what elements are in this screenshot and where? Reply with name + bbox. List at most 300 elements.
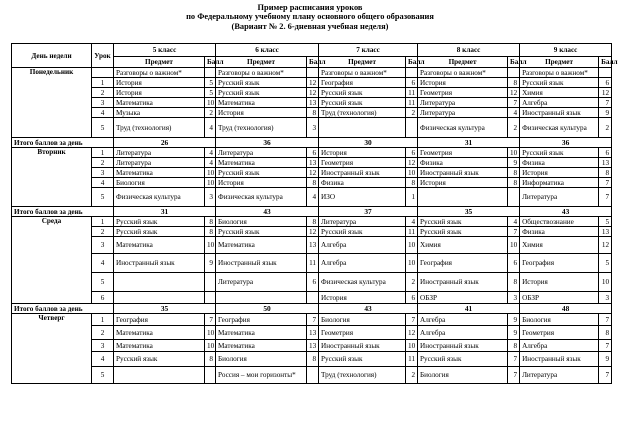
title-line-2: по Федеральному учебному плану основного общего образования (186, 12, 434, 22)
subject-cell: Математика (216, 326, 307, 340)
subject-cell: Русский язык (319, 98, 406, 108)
subject-cell: Химия (418, 237, 508, 254)
subject-cell: Математика (216, 158, 307, 168)
points-cell: 10 (205, 98, 216, 108)
header-points: Балл (599, 57, 612, 68)
points-cell: 6 (508, 254, 520, 273)
subject-cell: Литература (418, 108, 508, 118)
lesson-number: 4 (92, 352, 114, 367)
subject-cell: Биология (418, 367, 508, 384)
points-cell: 7 (508, 98, 520, 108)
points-cell (406, 118, 418, 138)
points-cell: 13 (307, 326, 319, 340)
schedule-row (12, 108, 612, 118)
points-cell: 7 (599, 188, 612, 207)
day-total-row (12, 207, 612, 217)
subject-cell: История (216, 178, 307, 188)
schedule-row (12, 340, 612, 352)
subject-cell: Труд (технология) (319, 108, 406, 118)
points-cell: 5 (205, 78, 216, 88)
points-cell: 8 (205, 352, 216, 367)
subject-cell: География (520, 254, 599, 273)
points-cell: 9 (508, 314, 520, 326)
points-cell: 12 (307, 88, 319, 98)
schedule-row (12, 148, 612, 158)
points-cell: 12 (307, 168, 319, 178)
header-grade-5: 5 класс (114, 44, 216, 57)
subject-cell: Физика (319, 178, 406, 188)
day-total-value: 31 (114, 207, 216, 217)
points-cell: 7 (599, 98, 612, 108)
points-cell: 11 (406, 98, 418, 108)
subject-cell: История (520, 168, 599, 178)
subject-cell: История (418, 178, 508, 188)
points-cell: 9 (599, 108, 612, 118)
subject-cell: Математика (114, 168, 205, 178)
day-total-value: 35 (114, 304, 216, 314)
points-cell: 8 (599, 168, 612, 178)
subject-cell: Разговоры о важном* (418, 68, 508, 78)
points-cell (508, 188, 520, 207)
day-total-label: Итого баллов за день (12, 138, 114, 148)
subject-cell: Русский язык (114, 227, 205, 237)
points-cell: 12 (599, 88, 612, 98)
lesson-number: 2 (92, 88, 114, 98)
points-cell: 6 (307, 148, 319, 158)
schedule-row (12, 118, 612, 138)
subject-cell (319, 118, 406, 138)
subject-cell: ОБЗР (520, 292, 599, 304)
subject-cell: Химия (520, 237, 599, 254)
points-cell: 10 (508, 237, 520, 254)
subject-cell: Математика (216, 237, 307, 254)
points-cell: 13 (307, 340, 319, 352)
day-total-value: 35 (418, 207, 520, 217)
points-cell: 3 (508, 292, 520, 304)
header-points: Балл (205, 57, 216, 68)
points-cell: 4 (205, 158, 216, 168)
subject-cell: Физическая культура (319, 273, 406, 292)
subject-cell: Русский язык (216, 78, 307, 88)
points-cell: 9 (508, 326, 520, 340)
schedule-row (12, 178, 612, 188)
header-row-grades (12, 44, 612, 57)
subject-cell: Химия (520, 88, 599, 98)
points-cell: 5 (599, 254, 612, 273)
document-title (0, 0, 620, 31)
day-total-row (12, 304, 612, 314)
points-cell: 4 (205, 118, 216, 138)
subject-cell: Русский язык (319, 352, 406, 367)
header-grade-9: 9 класс (520, 44, 612, 57)
subject-cell: Русский язык (319, 227, 406, 237)
subject-cell: История (114, 88, 205, 98)
schedule-row (12, 168, 612, 178)
lesson-number: 6 (92, 292, 114, 304)
subject-cell: Труд (технология) (114, 118, 205, 138)
subject-cell: География (319, 78, 406, 88)
subject-cell: Алгебра (319, 237, 406, 254)
subject-cell: Разговоры о важном* (114, 68, 205, 78)
subject-cell: География (114, 314, 205, 326)
lesson-number: 4 (92, 178, 114, 188)
subject-cell: Математика (114, 237, 205, 254)
points-cell: 2 (406, 273, 418, 292)
subject-cell: Физическая культура (520, 118, 599, 138)
points-cell: 13 (307, 98, 319, 108)
points-cell: 12 (599, 237, 612, 254)
schedule-row (12, 188, 612, 207)
schedule-row (12, 292, 612, 304)
day-total-value: 36 (216, 138, 319, 148)
day-total-label: Итого баллов за день (12, 304, 114, 314)
schedule-row (12, 68, 612, 78)
day-total-value: 36 (520, 138, 612, 148)
points-cell: 4 (307, 188, 319, 207)
day-total-value: 30 (319, 138, 418, 148)
day-total-row (12, 138, 612, 148)
header-subject: Предмет (319, 57, 406, 68)
points-cell (205, 273, 216, 292)
schedule-row (12, 78, 612, 88)
points-cell: 11 (406, 227, 418, 237)
day-total-value: 37 (319, 207, 418, 217)
points-cell: 9 (508, 158, 520, 168)
subject-cell: Алгебра (319, 254, 406, 273)
subject-cell: ИЗО (319, 188, 406, 207)
subject-cell: Русский язык (114, 352, 205, 367)
subject-cell: Русский язык (520, 148, 599, 158)
subject-cell: География (216, 314, 307, 326)
points-cell: 7 (599, 314, 612, 326)
points-cell: 7 (307, 314, 319, 326)
subject-cell: Иностранный язык (418, 273, 508, 292)
points-cell: 2 (406, 108, 418, 118)
subject-cell: Математика (216, 98, 307, 108)
points-cell: 10 (205, 168, 216, 178)
points-cell: 3 (599, 292, 612, 304)
header-subject: Предмет (520, 57, 599, 68)
points-cell: 7 (508, 227, 520, 237)
subject-cell (114, 367, 205, 384)
points-cell: 10 (205, 326, 216, 340)
points-cell: 13 (307, 158, 319, 168)
header-lesson: Урок (92, 44, 114, 68)
schedule-row (12, 158, 612, 168)
lesson-number: 5 (92, 367, 114, 384)
points-cell: 10 (205, 237, 216, 254)
points-cell: 10 (599, 273, 612, 292)
points-cell: 10 (205, 178, 216, 188)
day-total-label: Итого баллов за день (12, 207, 114, 217)
points-cell: 7 (205, 314, 216, 326)
subject-cell: История (319, 148, 406, 158)
points-cell: 7 (599, 178, 612, 188)
points-cell: 8 (508, 273, 520, 292)
points-cell: 4 (508, 108, 520, 118)
points-cell: 11 (406, 88, 418, 98)
subject-cell: Иностранный язык (216, 254, 307, 273)
subject-cell: Литература (418, 98, 508, 108)
subject-cell: ОБЗР (418, 292, 508, 304)
subject-cell: Математика (114, 98, 205, 108)
subject-cell: История (520, 273, 599, 292)
schedule-row (12, 326, 612, 340)
lesson-number: 3 (92, 340, 114, 352)
subject-cell: Алгебра (418, 314, 508, 326)
points-cell: 6 (307, 273, 319, 292)
points-cell: 11 (406, 352, 418, 367)
day-total-value: 43 (520, 207, 612, 217)
subject-cell: Литература (216, 273, 307, 292)
subject-cell: Русский язык (418, 352, 508, 367)
header-subject: Предмет (216, 57, 307, 68)
subject-cell: Физика (418, 158, 508, 168)
subject-cell: Русский язык (418, 227, 508, 237)
subject-cell: Физика (520, 227, 599, 237)
schedule-row (12, 237, 612, 254)
subject-cell: Русский язык (216, 88, 307, 98)
subject-cell: История (114, 78, 205, 88)
subject-cell: Иностранный язык (319, 168, 406, 178)
subject-cell: Разговоры о важном* (216, 68, 307, 78)
subject-cell: Физическая культура (418, 118, 508, 138)
points-cell: 4 (406, 217, 418, 227)
schedule-row (12, 217, 612, 227)
points-cell (205, 68, 216, 78)
points-cell: 8 (307, 217, 319, 227)
subject-cell: Биология (520, 314, 599, 326)
day-name: Четверг (12, 314, 92, 384)
subject-cell: Геометрия (520, 326, 599, 340)
points-cell: 10 (406, 254, 418, 273)
subject-cell: Россия – мои горизонты* (216, 367, 307, 384)
schedule-row (12, 314, 612, 326)
lesson-number: 2 (92, 326, 114, 340)
points-cell: 8 (508, 78, 520, 88)
points-cell: 10 (406, 340, 418, 352)
schedule-row (12, 352, 612, 367)
points-cell: 5 (599, 217, 612, 227)
header-points: Балл (406, 57, 418, 68)
header-day: День недели (12, 44, 92, 68)
day-total-value: 26 (114, 138, 216, 148)
points-cell: 2 (599, 118, 612, 138)
header-points: Балл (508, 57, 520, 68)
points-cell: 5 (205, 88, 216, 98)
schedule-row (12, 273, 612, 292)
points-cell: 3 (307, 118, 319, 138)
points-cell: 9 (599, 352, 612, 367)
lesson-number: 5 (92, 273, 114, 292)
lesson-number: 2 (92, 227, 114, 237)
day-total-value: 31 (418, 138, 520, 148)
subject-cell: История (319, 292, 406, 304)
subject-cell: Литература (114, 158, 205, 168)
schedule-row (12, 254, 612, 273)
lesson-number: 3 (92, 98, 114, 108)
points-cell: 13 (599, 158, 612, 168)
subject-cell: Иностранный язык (319, 340, 406, 352)
subject-cell: Русский язык (520, 78, 599, 88)
points-cell (307, 68, 319, 78)
points-cell: 7 (599, 367, 612, 384)
points-cell: 8 (205, 227, 216, 237)
day-name: Среда (12, 217, 92, 304)
points-cell: 3 (205, 188, 216, 207)
day-total-value: 43 (319, 304, 418, 314)
title-line-1: Пример расписания уроков (257, 3, 363, 12)
points-cell: 12 (307, 227, 319, 237)
lesson-number: 3 (92, 237, 114, 254)
points-cell: 6 (599, 78, 612, 88)
subject-cell: Литература (520, 188, 599, 207)
schedule-row (12, 98, 612, 108)
header-grade-7: 7 класс (319, 44, 418, 57)
subject-cell: Геометрия (418, 88, 508, 98)
subject-cell: Русский язык (114, 217, 205, 227)
day-name: Вторник (12, 148, 92, 207)
lesson-number: 4 (92, 108, 114, 118)
subject-cell: История (418, 78, 508, 88)
lesson-number: 4 (92, 254, 114, 273)
day-total-value: 41 (418, 304, 520, 314)
lesson-number: 1 (92, 314, 114, 326)
subject-cell: Биология (216, 217, 307, 227)
points-cell: 11 (307, 254, 319, 273)
points-cell: 2 (406, 367, 418, 384)
day-total-value: 43 (216, 207, 319, 217)
subject-cell: Физическая культура (114, 188, 205, 207)
points-cell: 12 (307, 78, 319, 88)
header-points: Балл (307, 57, 319, 68)
subject-cell: История (216, 108, 307, 118)
subject-cell: Литература (319, 217, 406, 227)
points-cell: 1 (406, 188, 418, 207)
points-cell: 8 (406, 178, 418, 188)
subject-cell: Алгебра (520, 98, 599, 108)
lesson-number: 1 (92, 148, 114, 158)
points-cell: 8 (307, 108, 319, 118)
points-cell: 6 (406, 148, 418, 158)
subject-cell: Труд (технология) (216, 118, 307, 138)
subject-cell (418, 188, 508, 207)
points-cell: 6 (599, 148, 612, 158)
points-cell: 7 (599, 340, 612, 352)
points-cell: 7 (406, 314, 418, 326)
points-cell: 8 (508, 340, 520, 352)
points-cell: 8 (205, 217, 216, 227)
subject-cell: Литература (520, 367, 599, 384)
points-cell: 10 (406, 237, 418, 254)
points-cell: 7 (508, 352, 520, 367)
subject-cell: География (418, 254, 508, 273)
points-cell: 9 (205, 254, 216, 273)
header-subject: Предмет (114, 57, 205, 68)
subject-cell: Русский язык (216, 168, 307, 178)
header-subject: Предмет (418, 57, 508, 68)
subject-cell: Алгебра (418, 326, 508, 340)
subject-cell: Русский язык (216, 227, 307, 237)
subject-cell: Физическая культура (216, 188, 307, 207)
points-cell: 10 (508, 148, 520, 158)
points-cell: 10 (406, 168, 418, 178)
subject-cell: Русский язык (418, 217, 508, 227)
subject-cell: Информатика (520, 178, 599, 188)
subject-cell: Биология (216, 352, 307, 367)
points-cell: 12 (406, 158, 418, 168)
subject-cell: Иностранный язык (418, 340, 508, 352)
points-cell (307, 292, 319, 304)
header-grade-8: 8 класс (418, 44, 520, 57)
lesson-number: 5 (92, 188, 114, 207)
subject-cell: Алгебра (520, 340, 599, 352)
subject-cell: Математика (216, 340, 307, 352)
points-cell: 8 (307, 352, 319, 367)
subject-cell: Геометрия (319, 326, 406, 340)
subject-cell: Математика (114, 326, 205, 340)
subject-cell: Математика (114, 340, 205, 352)
subject-cell: Иностранный язык (114, 254, 205, 273)
points-cell: 2 (205, 108, 216, 118)
points-cell: 10 (205, 340, 216, 352)
subject-cell (216, 292, 307, 304)
points-cell: 7 (508, 367, 520, 384)
points-cell (205, 367, 216, 384)
points-cell: 4 (205, 148, 216, 158)
subject-cell: Разговоры о важном* (520, 68, 599, 78)
points-cell: 8 (508, 178, 520, 188)
points-cell: 8 (599, 326, 612, 340)
lesson-number: 1 (92, 217, 114, 227)
subject-cell: Музыка (114, 108, 205, 118)
points-cell: 2 (508, 118, 520, 138)
subject-cell: Иностранный язык (520, 352, 599, 367)
points-cell: 12 (508, 88, 520, 98)
schedule-table (11, 43, 618, 384)
subject-cell: Русский язык (319, 88, 406, 98)
lesson-number: 3 (92, 168, 114, 178)
title-line-3: (Вариант № 2. 6-дневная учебная неделя) (231, 21, 389, 31)
schedule-body (12, 44, 618, 384)
points-cell: 6 (406, 78, 418, 88)
subject-cell: Биология (319, 314, 406, 326)
lesson-number (92, 68, 114, 78)
subject-cell: Геометрия (418, 148, 508, 158)
lesson-number: 5 (92, 118, 114, 138)
points-cell (508, 68, 520, 78)
schedule-row (12, 88, 612, 98)
points-cell: 13 (599, 227, 612, 237)
subject-cell: Труд (технология) (319, 367, 406, 384)
schedule-row (12, 227, 612, 237)
points-cell: 13 (307, 237, 319, 254)
points-cell: 8 (307, 178, 319, 188)
points-cell: 6 (406, 292, 418, 304)
subject-cell: Разговоры о важном* (319, 68, 406, 78)
day-name: Понедельник (12, 68, 92, 138)
subject-cell: Геометрия (319, 158, 406, 168)
points-cell (307, 367, 319, 384)
points-cell: 12 (406, 326, 418, 340)
header-grade-6: 6 класс (216, 44, 319, 57)
subject-cell: Биология (114, 178, 205, 188)
subject-cell (114, 292, 205, 304)
points-cell (205, 292, 216, 304)
subject-cell: Иностранный язык (418, 168, 508, 178)
points-cell: 8 (508, 168, 520, 178)
lesson-number: 1 (92, 78, 114, 88)
